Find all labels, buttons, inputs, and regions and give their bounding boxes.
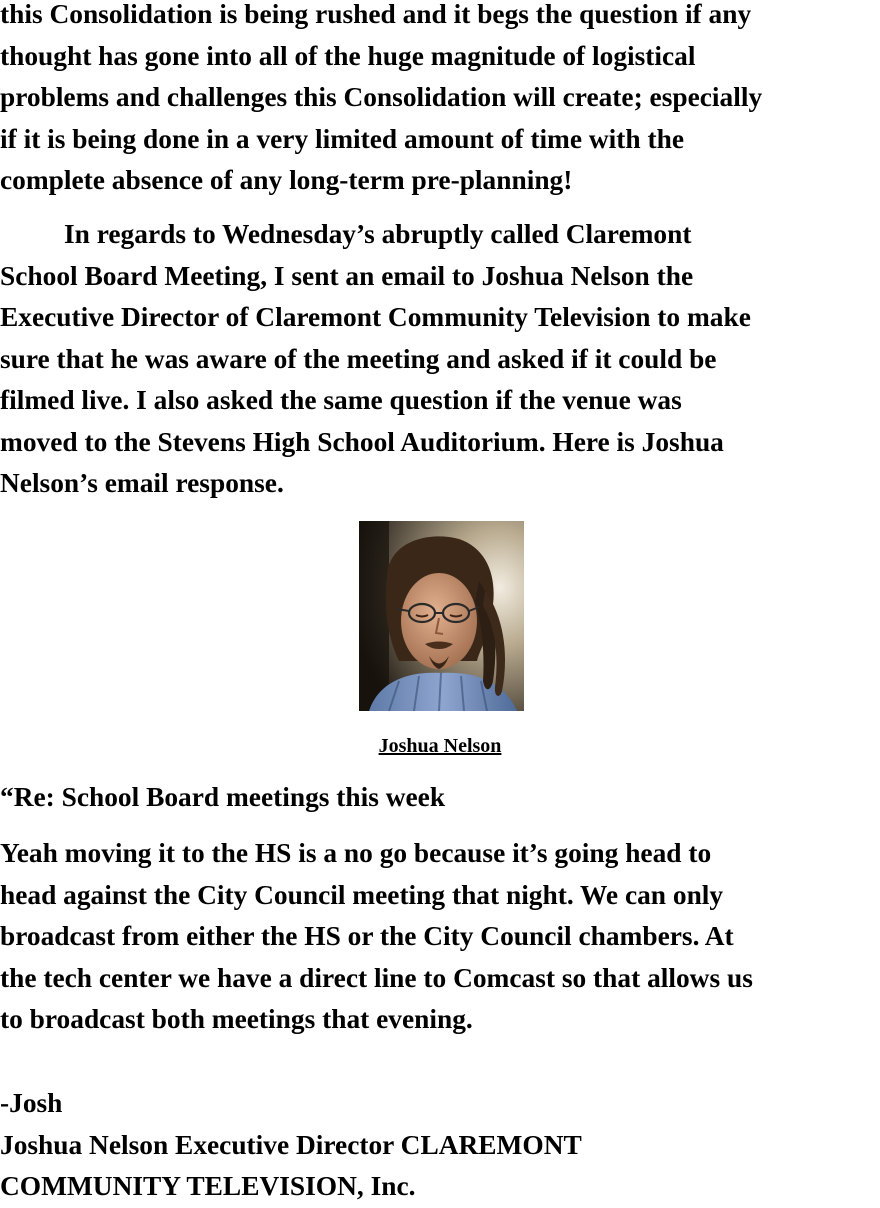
text-line: Nelson’s email response. [0, 468, 284, 498]
text-line: sure that he was aware of the meeting and asked if it could be [0, 343, 717, 374]
text-line: Executive Director of Claremont Community Television to make [0, 302, 751, 332]
text-line: the tech center we have a direct line to Comcast so that allows us [0, 962, 753, 993]
text-line: this Consolidation is being rushed and it begs the question if any [0, 0, 752, 29]
paragraph-consolidation [0, 0, 880, 202]
photo-caption: Joshua Nelson [378, 735, 502, 757]
text-line: head against the City Council meeting that night. We can only [0, 879, 724, 910]
email-signature [0, 1083, 880, 1208]
text-line: filmed live. I also asked the same question if the venue was [0, 385, 682, 415]
text-line: thought has gone into all of the huge magnitude of logistical [0, 40, 696, 71]
text-line: In regards to Wednesday’s abruptly called Claremont [64, 219, 692, 249]
text-line: Joshua Nelson Executive Director CLAREMONT [0, 1129, 582, 1160]
portrait-photo [359, 521, 524, 711]
paragraph-school-board-meeting [0, 214, 880, 505]
email-subject [0, 777, 880, 819]
text-line: if it is being done in a very limited amount of time with the [0, 123, 684, 154]
text-line: complete absence of any long-term pre-planning! [0, 165, 573, 195]
text-line: moved to the Stevens High School Auditorium. Here is Joshua [0, 426, 724, 457]
email-body [0, 833, 880, 1041]
text-line: School Board Meeting, I sent an email to Joshua Nelson the [0, 260, 694, 291]
text-line: to broadcast both meetings that evening. [0, 1004, 473, 1034]
text-line: COMMUNITY TELEVISION, Inc. [0, 1171, 416, 1201]
text-line: Yeah moving it to the HS is a no go because it’s going head to [0, 838, 712, 868]
text-line: -Josh [0, 1088, 63, 1118]
portrait-image [359, 521, 524, 711]
text-line: broadcast from either the HS or the City Council chambers. At [0, 921, 734, 951]
text-line: problems and challenges this Consolidation will create; especially [0, 82, 763, 112]
text-line: “Re: School Board meetings this week [0, 782, 446, 812]
